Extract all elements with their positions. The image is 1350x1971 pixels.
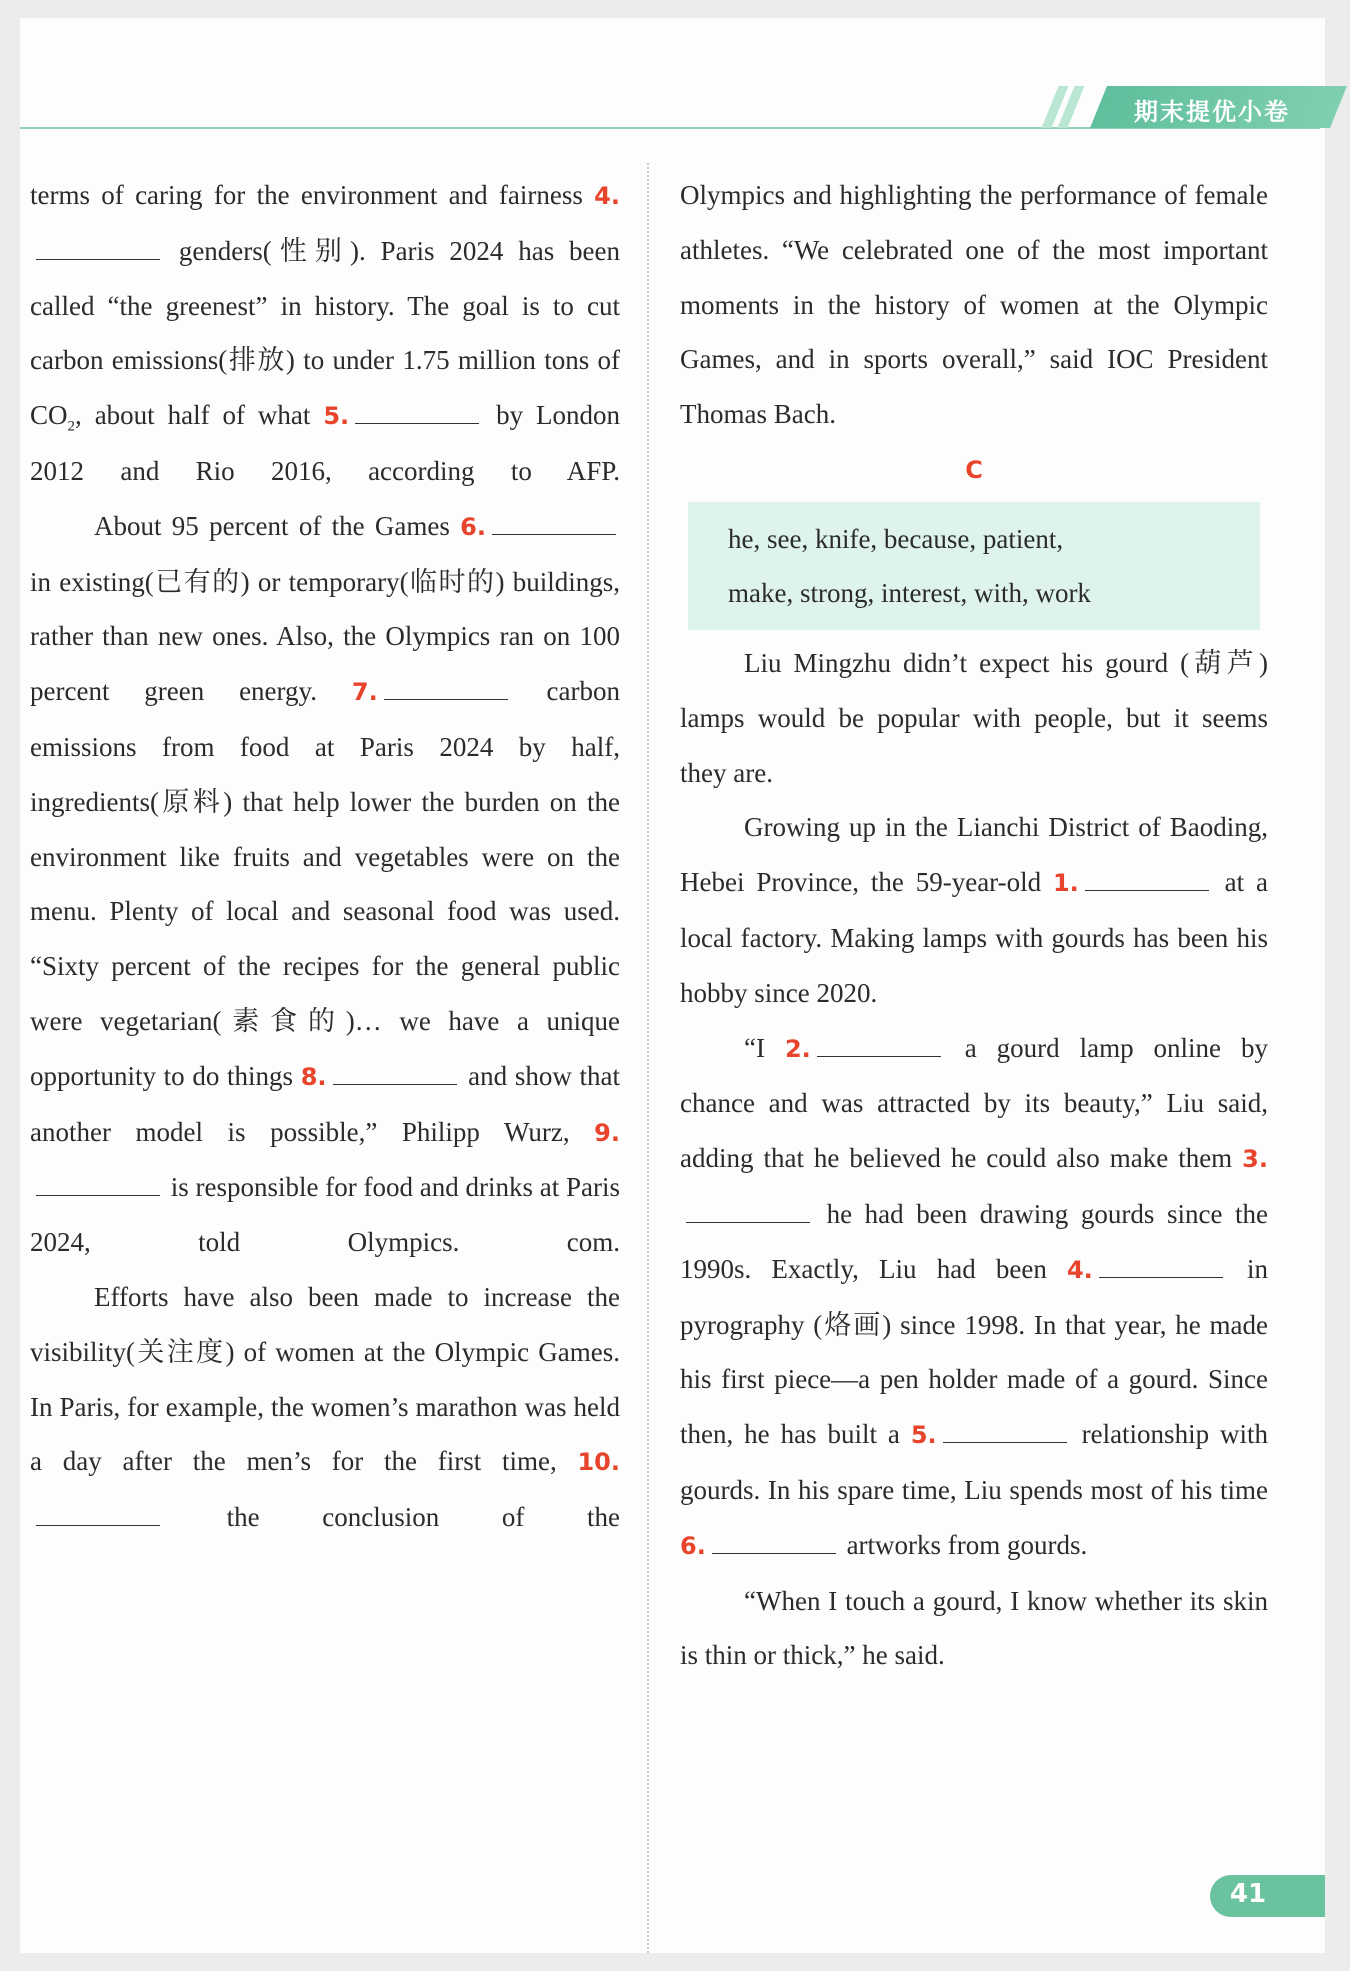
answer-blank[interactable] [712,1529,836,1554]
right-column [680,168,1268,1683]
question-number: 3. [1242,1145,1268,1174]
section-letter: C [965,455,983,484]
answer-blank[interactable] [355,399,479,424]
word-bank-box [688,502,1260,630]
question-number: 9. [594,1118,620,1147]
header-title: 期末提优小卷 [1134,98,1290,126]
textbook-page [20,18,1325,1953]
question-number: 1. [1052,869,1079,898]
page-number-badge [1210,1875,1325,1917]
question-number: 4. [594,182,620,210]
question-number: 7. [351,678,378,707]
question-number: 6. [680,1531,706,1560]
answer-blank[interactable] [817,1032,941,1057]
question-number: 8. [300,1062,327,1091]
answer-blank[interactable] [36,1501,160,1526]
question-number: 5. [323,402,350,431]
left-paragraph-3: Efforts have also been made to increase the visibility(关注度) of women at the Olympic Games. In Paris, for example, the women’s marathon was held a day after the men’s for the first time, 10. the conclusion of the [30,1281,620,1533]
answer-blank[interactable] [333,1060,457,1085]
left-column [30,168,620,1545]
right-paragraph-3: Growing up in the Lianchi District of Baoding, Hebei Province, the 59-year-old 1. at a local factory. Making lamps with gourds has been his hobby since 2020. [680,812,1268,1008]
answer-blank[interactable] [1099,1253,1223,1278]
answer-blank[interactable] [36,235,160,260]
column-divider [647,163,649,1953]
right-paragraph-2: Liu Mingzhu didn’t expect his gourd (葫芦) lamps would be popular with people, but it seems they are. [680,647,1268,788]
answer-blank[interactable] [384,675,508,700]
question-number: 10. [577,1448,620,1477]
question-number: 2. [784,1034,811,1063]
question-number: 6. [460,512,486,541]
question-number: 4. [1066,1255,1093,1284]
answer-blank[interactable] [943,1418,1067,1443]
answer-blank[interactable] [1085,866,1209,891]
right-paragraph-1: Olympics and highlighting the performance of female athletes. “We celebrated one of the most important moments in the history of women at the Olympic Games, and in sports overall,” said IOC President Thomas Bach. [680,180,1268,430]
page-number: 41 [1229,1879,1267,1909]
header-tab [1050,86,1330,128]
answer-blank[interactable] [492,510,616,535]
right-paragraph-4: “I 2. a gourd lamp online by chance and was attracted by its beauty,” Liu said, adding that he believed he could also make them 3. he had been drawing gourds since the 1990s. Exactly, Liu had been 4. in pyrography (烙画) since 1998. In that year, he made his first piece—a pen holder made of a gourd. Since then, he has built a 5. relationship with gourds. In his spare time, Liu spends most of his time 6. artworks from gourds. [680,1032,1268,1560]
right-paragraph-5: “When I touch a gourd, I know whether its skin is thin or thick,” he said. [680,1585,1268,1671]
word-bank-line-1: he, see, knife, because, patient, [728,523,1064,554]
left-paragraph-2: About 95 percent of the Games 6. in existing(已有的) or temporary(临时的) buildings, rather than new ones. Also, the Olympics ran on 100 percent green energy. 7. carbon emissions from food at Paris 2024 by half, ingredients(原料) that help lower the burden on the environment like fruits and vegetables were on the menu. Plenty of local and seasonal food was used. “Sixty percent of the recipes for the general public were vegetarian(素食的)… we have a unique opportunity to do things 8. and show that another model is possible,” Philipp Wurz, 9. is responsible for food and drinks at Paris 2024, told Olympics. com. [30,510,620,1258]
question-number: 5. [910,1421,937,1450]
left-paragraph-1: terms of caring for the environment and fairness 4. genders(性别). Paris 2024 has been called “the greenest” in history. The goal is to cut carbon emissions(排放) to under 1.75 million tons of $CO_2$, about half of what 5. by London 2012 and Rio 2016, according to AFP. [30,180,620,486]
answer-blank[interactable] [36,1171,160,1196]
subscript: 2 [67,418,76,435]
word-bank-line-2: make, strong, interest, with, work [728,577,1091,608]
answer-blank[interactable] [686,1198,810,1223]
